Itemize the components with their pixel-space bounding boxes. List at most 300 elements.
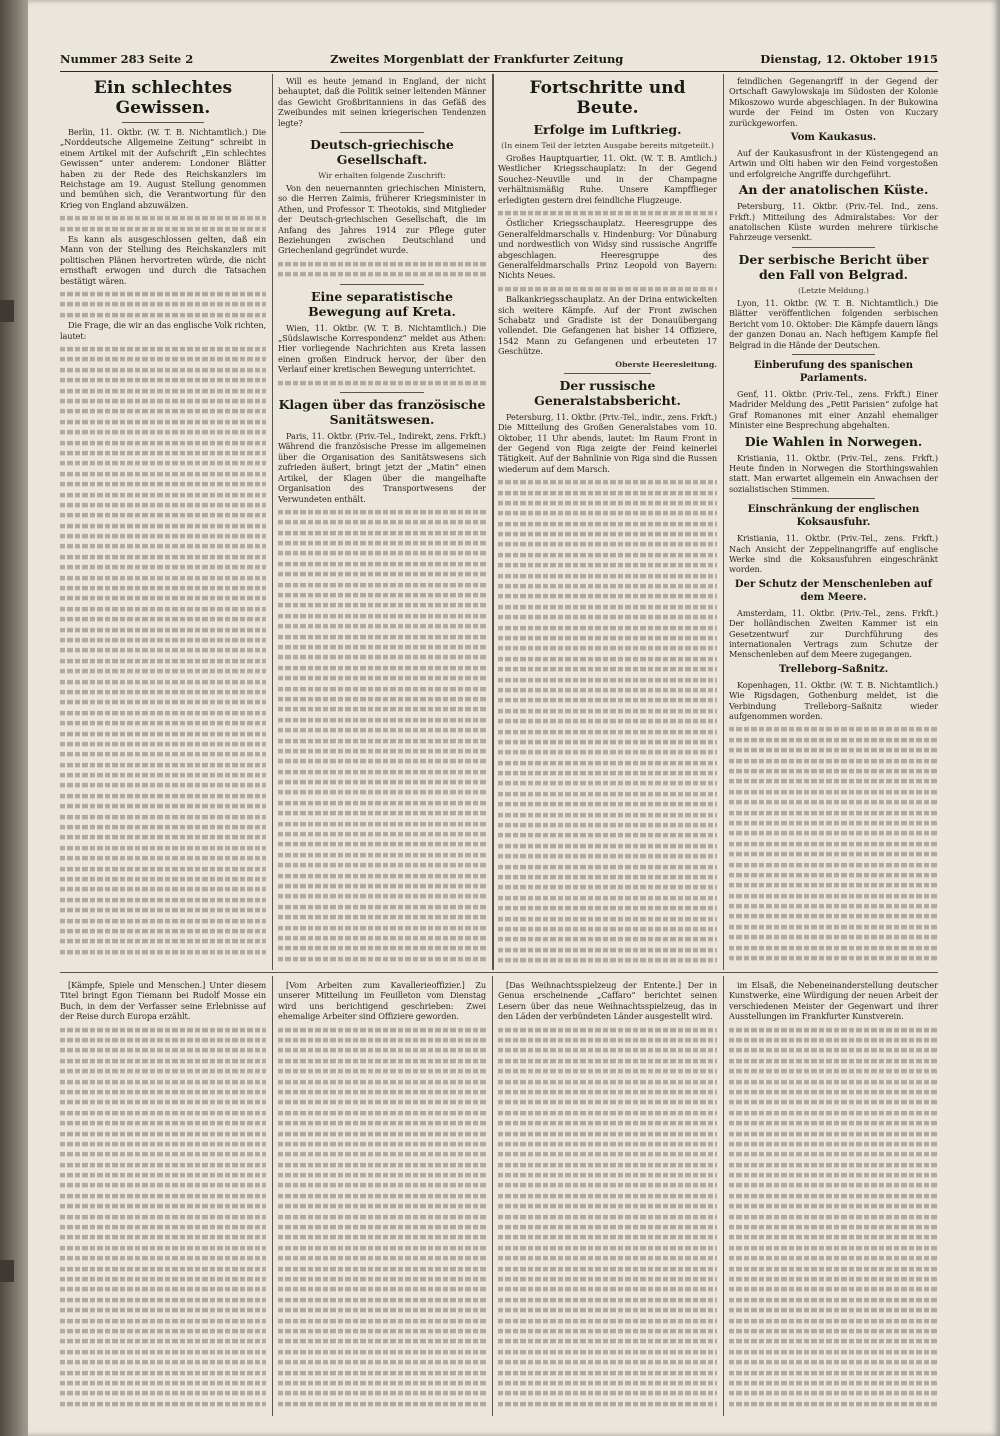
text-lines (729, 1183, 938, 1188)
text-lines (729, 727, 938, 732)
text-lines (60, 877, 266, 882)
text-lines (498, 854, 717, 859)
feuilleton-column-2 (278, 980, 486, 1412)
text-lines (60, 1215, 266, 1220)
text-lines (60, 388, 266, 393)
text-lines (60, 950, 266, 955)
text-lines (498, 885, 717, 890)
text-lines (729, 1391, 938, 1396)
text-lines (498, 667, 717, 672)
text-lines (498, 1370, 717, 1375)
text-lines (498, 1100, 717, 1105)
text-lines (278, 676, 486, 681)
text-lines (498, 584, 717, 589)
article-title: Ein schlechtes Gewissen. (93, 78, 233, 118)
text-lines (278, 1298, 486, 1303)
text-lines (498, 1131, 717, 1136)
text-lines (729, 1121, 938, 1126)
text-lines (60, 226, 266, 231)
text-lines (498, 719, 717, 724)
article-paragraph: Es kann als ausgeschlossen gelten, daß ein Mann von der Stellung des Reichskanzlers mit politischen Plänen hervortreten würde, die nicht ernsthaft erwogen und durch die Tatsachen bestätigt wären. (60, 234, 266, 286)
text-lines (498, 1152, 717, 1157)
text-lines (278, 1360, 486, 1365)
text-lines (729, 1204, 938, 1209)
text-lines (729, 1246, 938, 1251)
text-lines (498, 698, 717, 703)
article-title: Klagen über das französische Sanitätswesen. (278, 397, 486, 428)
article-title: An der anatolischen Küste. (738, 182, 929, 198)
text-lines (729, 1059, 938, 1064)
text-lines (278, 583, 486, 588)
column-2 (278, 76, 486, 968)
text-lines (60, 313, 266, 318)
text-lines (60, 216, 266, 221)
text-lines (278, 1048, 486, 1053)
text-lines (60, 752, 266, 757)
text-lines (498, 563, 717, 568)
text-lines (278, 759, 486, 764)
text-lines (60, 555, 266, 560)
text-lines (498, 875, 717, 880)
text-lines (60, 1194, 266, 1199)
article-title: Trelleborg–Saßnitz. (778, 663, 889, 675)
text-lines (498, 636, 717, 641)
article-paragraph: Balkankriegsschauplatz. An der Drina entwickelten sich weitere Kämpfe. Auf der Front zwischen Schabatz und Gradiste ist der Donauübergang vollendet. Die Gefangenen hat bisher 14 Offiziere, 1542 Mann zu Gefangenen und erbeuteten 17 Geschütze. (498, 294, 717, 357)
article-title: Der Schutz der Menschenleben auf dem Meere. (734, 578, 933, 603)
text-lines (729, 1235, 938, 1240)
text-lines (729, 883, 938, 888)
text-lines (498, 480, 717, 485)
text-lines (278, 738, 486, 743)
text-lines (498, 1402, 717, 1407)
text-lines (60, 1173, 266, 1178)
text-lines (60, 690, 266, 695)
article-subtitle: Erfolge im Luftkrieg. (533, 122, 682, 137)
text-lines (278, 894, 486, 899)
text-lines (498, 1381, 717, 1386)
text-lines (60, 1318, 266, 1323)
text-lines (278, 1111, 486, 1116)
section-divider (792, 247, 876, 248)
feuilleton-column-4 (729, 980, 938, 1412)
text-lines (60, 627, 266, 632)
text-lines (498, 1339, 717, 1344)
text-lines (498, 1059, 717, 1064)
text-lines (60, 451, 266, 456)
section-divider (564, 373, 652, 374)
text-lines (60, 700, 266, 705)
text-lines (60, 1256, 266, 1261)
text-lines (60, 357, 266, 362)
text-lines (60, 1027, 266, 1032)
column-1 (60, 76, 266, 968)
text-lines (278, 686, 486, 691)
text-lines (60, 659, 266, 664)
text-lines (729, 842, 938, 847)
text-lines (60, 846, 266, 851)
text-lines (60, 908, 266, 913)
text-lines (278, 1381, 486, 1386)
text-lines (729, 1079, 938, 1084)
text-lines (729, 1048, 938, 1053)
report-signature: Oberste Heeresleitung. (615, 359, 717, 369)
text-lines (60, 399, 266, 404)
text-lines (729, 1298, 938, 1303)
text-lines (60, 1298, 266, 1303)
text-lines (278, 1266, 486, 1271)
text-lines (498, 1142, 717, 1147)
text-lines (498, 792, 717, 797)
text-lines (729, 1163, 938, 1168)
book-spine (0, 0, 28, 1436)
article-paragraph: Paris, 11. Oktbr. (Priv.-Tel., Indirekt, zens. Frkft.) Während die französische Presse im allgemeinen über die Organisation des Sanitätswesens sich zufrieden äußert, bringt jetzt der „Matin“ einen Artikel, der Klagen über die mangelhafte Organisation des Transportwesens der Verwundeten enthält. (278, 431, 486, 504)
text-lines (278, 946, 486, 951)
feuilleton-paragraph: [Das Weihnachtsspielzeug der Entente.] Der in Genua erscheinende „Caffaro“ berichtet seinen Lesern über das neue Weihnachtsspielzeug, das in den Läden der verbündeten Länder ausgestellt wird. (498, 980, 717, 1022)
text-lines (60, 835, 266, 840)
text-lines (278, 1142, 486, 1147)
text-lines (498, 615, 717, 620)
text-lines (278, 770, 486, 775)
text-lines (729, 1225, 938, 1230)
column-4 (729, 76, 938, 968)
text-lines (278, 821, 486, 826)
text-lines (278, 790, 486, 795)
text-lines (729, 779, 938, 784)
text-lines (60, 679, 266, 684)
feuilleton-paragraph: [Vom Arbeiten zum Kavallerieoffizier.] Zu unserer Mitteilung im Feuilleton vom Dienstag wird uns berichtigend geschrieben: Zwei ehemalige Arbeiter sind Offiziere geworden. (278, 980, 486, 1022)
text-lines (60, 814, 266, 819)
text-lines (498, 833, 717, 838)
article-paragraph: Kristiania, 11. Oktbr. (Priv.-Tel., zens. Frkft.) Heute finden in Norwegen die Storthingswahlen statt. Man erwartet allgemein ein Anwachsen der sozialistischen Stimmen. (729, 452, 938, 494)
text-lines (729, 821, 938, 826)
text-lines (278, 1100, 486, 1105)
text-lines (729, 1131, 938, 1136)
article-paragraph: feindlichen Gegenangriff in der Gegend der Ortschaft Gawylowskaja im Südosten der Kolonie Mikoszowo wurde abgeschlagen. In der Bukowina wurde der Feind im Osten von Kuczary zurückgeworfen. (729, 76, 938, 128)
text-lines (498, 740, 717, 745)
feuilleton-paragraph: im Elsaß, die Nebeneinanderstellung deutscher Kunstwerke, eine Würdigung der neuen Arbeit der verschiedenen Meister der Gegenwart und ihrer Ausstellungen im Frankfurter Kunstverein. (729, 980, 938, 1022)
text-lines (60, 1163, 266, 1168)
text-lines (729, 1287, 938, 1292)
text-lines (278, 531, 486, 536)
column-rule (723, 976, 724, 1416)
text-lines (60, 378, 266, 383)
text-lines (729, 1069, 938, 1074)
text-lines (60, 524, 266, 529)
masthead-rule (60, 71, 938, 72)
article-paragraph: Lyon, 11. Oktbr. (W. T. B. Nichtamtlich.) Die Blätter veröffentlichen folgenden serbischen Bericht vom 10. Oktober: Die Kämpfe dauern längs der ganzen Donau an. Nach heftigem Kampfe fiel Belgrad in die Hände der Deutschen. (729, 297, 938, 350)
text-lines (60, 1069, 266, 1074)
text-lines (498, 802, 717, 807)
text-lines (729, 1350, 938, 1355)
text-lines (278, 1204, 486, 1209)
text-lines (60, 1131, 266, 1136)
text-lines (278, 381, 486, 386)
text-lines (60, 731, 266, 736)
masthead (60, 48, 938, 70)
text-lines (278, 262, 486, 267)
text-lines (278, 884, 486, 889)
text-lines (498, 1111, 717, 1116)
text-lines (729, 1142, 938, 1147)
text-lines (278, 510, 486, 515)
text-lines (60, 887, 266, 892)
text-lines (60, 825, 266, 830)
column-rule (272, 74, 273, 970)
text-lines (60, 420, 266, 425)
text-lines (498, 916, 717, 921)
text-lines (278, 1308, 486, 1313)
text-lines (60, 1402, 266, 1407)
text-lines (729, 1308, 938, 1313)
text-lines (498, 1266, 717, 1271)
text-lines (729, 1266, 938, 1271)
text-lines (278, 925, 486, 930)
text-lines (278, 801, 486, 806)
text-lines (278, 697, 486, 702)
feuilleton-column-1 (60, 980, 266, 1412)
text-lines (60, 1350, 266, 1355)
text-lines (278, 1318, 486, 1323)
issue-date: Dienstag, 12. Oktober 1915 (760, 52, 938, 66)
text-lines (498, 937, 717, 942)
text-lines (278, 811, 486, 816)
section-divider (792, 354, 876, 355)
text-lines (278, 915, 486, 920)
text-lines (60, 1391, 266, 1396)
text-lines (729, 738, 938, 743)
article-title: Deutsch-griechische Gesellschaft. (310, 137, 454, 168)
article-title: Der serbische Bericht über den Fall von Belgrad. (738, 251, 929, 282)
text-lines (498, 750, 717, 755)
text-lines (498, 646, 717, 651)
section-divider (340, 392, 423, 393)
text-lines (729, 1329, 938, 1334)
text-lines (498, 553, 717, 558)
text-lines (729, 1370, 938, 1375)
text-lines (278, 614, 486, 619)
text-lines (498, 864, 717, 869)
article-paragraph: Petersburg, 11. Oktbr. (Priv.-Tel. Ind., zens. Frkft.) Mitteilung des Admiralstabes: Vor der anatolischen Küste wurden mehrere türkische Fahrzeuge versenkt. (729, 201, 938, 243)
text-lines (278, 1246, 486, 1251)
text-lines (60, 565, 266, 570)
paper-title: Zweites Morgenblatt der Frankfurter Zeitung (330, 52, 624, 66)
text-lines (60, 918, 266, 923)
text-lines (498, 948, 717, 953)
text-lines (278, 655, 486, 660)
text-lines (278, 853, 486, 858)
text-lines (278, 936, 486, 941)
text-lines (729, 873, 938, 878)
text-lines (729, 831, 938, 836)
text-lines (278, 905, 486, 910)
text-lines (278, 1339, 486, 1344)
article-paragraph: Genf, 11. Oktbr. (Priv.-Tel., zens. Frkft.) Einer Madrider Meldung des „Petit Parisien“ zufolge hat Graf Romanones mit einer Anzahl ehemaliger Minister eine Besprechung abgehalten. (729, 388, 938, 431)
article-title: Die Wahlen in Norwegen. (744, 433, 923, 449)
article-title: Einschränkung der englischen Koksausfuhr. (747, 504, 920, 529)
text-lines (60, 440, 266, 445)
text-lines (278, 728, 486, 733)
article-paragraph: Will es heute jemand in England, der nicht behauptet, daß die Politik seiner leitenden Männer das Gewicht Großbritanniens in das Gefäß des Zweibundes mit seinen kriegerischen Tendenzen legte? (278, 76, 486, 128)
text-lines (278, 1079, 486, 1084)
text-lines (278, 1090, 486, 1095)
text-lines (498, 1163, 717, 1168)
text-lines (498, 501, 717, 506)
text-lines (60, 648, 266, 653)
text-lines (60, 1079, 266, 1084)
text-lines (60, 1090, 266, 1095)
text-lines (60, 898, 266, 903)
text-lines (498, 771, 717, 776)
text-lines (60, 1183, 266, 1188)
text-lines (278, 1215, 486, 1220)
article-title: Vom Kaukasus. (790, 132, 877, 144)
text-lines (60, 575, 266, 580)
article-paragraph: Petersburg, 11. Oktbr. (Priv.-Tel., indir., zens. Frkft.) Die Mitteilung des Großen Generalstabes vom 10. Oktober, 11 Uhr abends, lautet: Im Raum Front in der Gegend von Riga zeigte der Feind keinerlei Tätigkeit. Auf der Bahnlinie von Riga sind die Russen wiederum auf dem Marsch. (498, 411, 717, 474)
article-title: Eine separatistische Bewegung auf Kreta. (308, 288, 456, 319)
text-lines (729, 914, 938, 919)
text-lines (498, 1194, 717, 1199)
text-lines (729, 1038, 938, 1043)
text-lines (278, 1225, 486, 1230)
text-lines (278, 1163, 486, 1168)
text-lines (278, 593, 486, 598)
text-lines (498, 1391, 717, 1396)
text-lines (278, 1235, 486, 1240)
text-lines (498, 844, 717, 849)
text-lines (60, 1266, 266, 1271)
column-rule (492, 74, 494, 970)
text-lines (729, 800, 938, 805)
text-lines (278, 1329, 486, 1334)
text-lines (498, 688, 717, 693)
text-lines (278, 863, 486, 868)
text-lines (60, 773, 266, 778)
title-divider (122, 122, 204, 123)
text-lines (729, 1090, 938, 1095)
text-lines (498, 490, 717, 495)
column-3 (498, 76, 717, 968)
text-lines (60, 1225, 266, 1230)
text-lines (60, 1142, 266, 1147)
article-title: Der russische Generalstabsbericht. (534, 377, 681, 408)
text-lines (729, 894, 938, 899)
text-lines (278, 541, 486, 546)
text-lines (729, 810, 938, 815)
text-lines (498, 532, 717, 537)
text-lines (498, 761, 717, 766)
text-lines (60, 1246, 266, 1251)
text-lines (729, 852, 938, 857)
text-lines (60, 1277, 266, 1282)
text-lines (729, 1194, 938, 1199)
text-lines (278, 666, 486, 671)
text-lines (60, 1329, 266, 1334)
text-lines (60, 669, 266, 674)
text-lines (60, 368, 266, 373)
text-lines (729, 1173, 938, 1178)
text-lines (278, 1069, 486, 1074)
text-lines (498, 1121, 717, 1126)
article-paragraph: Auf der Kaukasusfront in der Küstengegend an Artwin und Olti haben wir den Feind vorgestoßen und erfolgreiche Angriffe durchgeführt. (729, 148, 938, 179)
binding-thread-mark (0, 1260, 14, 1282)
text-lines (60, 1204, 266, 1209)
text-lines (60, 638, 266, 643)
text-lines (60, 1038, 266, 1043)
text-lines (729, 790, 938, 795)
text-lines (729, 769, 938, 774)
text-lines (60, 461, 266, 466)
text-lines (498, 823, 717, 828)
text-lines (278, 1194, 486, 1199)
text-lines (278, 645, 486, 650)
text-lines (278, 1391, 486, 1396)
text-lines (60, 1308, 266, 1313)
text-lines (60, 783, 266, 788)
text-lines (60, 1339, 266, 1344)
text-lines (498, 1277, 717, 1282)
text-lines (60, 1381, 266, 1386)
text-lines (498, 1048, 717, 1053)
text-lines (498, 542, 717, 547)
text-lines (729, 1215, 938, 1220)
text-lines (498, 1350, 717, 1355)
text-lines (278, 1131, 486, 1136)
text-lines (60, 1152, 266, 1157)
text-lines (729, 956, 938, 961)
text-lines (498, 1204, 717, 1209)
text-lines (60, 492, 266, 497)
text-lines (498, 958, 717, 963)
text-lines (498, 927, 717, 932)
text-lines (729, 1381, 938, 1386)
text-lines (60, 430, 266, 435)
text-lines (60, 1111, 266, 1116)
text-lines (498, 1329, 717, 1334)
text-lines (729, 1277, 938, 1282)
article-paragraph: Kopenhagen, 11. Oktbr. (W. T. B. Nichtamtlich.) Wie Rigsdagen, Gothenburg meldet, ist die Verbindung Trelleborg–Saßnitz wieder aufgenommen worden. (729, 679, 938, 722)
text-lines (498, 1246, 717, 1251)
text-lines (498, 594, 717, 599)
text-lines (729, 862, 938, 867)
text-lines (60, 617, 266, 622)
text-lines (278, 780, 486, 785)
text-lines (278, 1370, 486, 1375)
text-lines (60, 482, 266, 487)
text-lines (729, 1256, 938, 1261)
text-lines (60, 1121, 266, 1126)
text-lines (60, 292, 266, 297)
text-lines (278, 1350, 486, 1355)
text-lines (60, 409, 266, 414)
text-lines (60, 513, 266, 518)
feuilleton-paragraph: [Kämpfe, Spiele und Menschen.] Unter diesem Titel bringt Egon Tiemann bei Rudolf Mosse ein Buch, in dem der Verfasser seine Erlebnisse auf der Reise durch Europa erzählt. (60, 980, 266, 1022)
text-lines (729, 935, 938, 940)
text-lines (498, 1079, 717, 1084)
text-lines (498, 211, 717, 216)
article-title: Fortschritte und Beute. (529, 78, 686, 118)
text-lines (278, 634, 486, 639)
text-lines (729, 758, 938, 763)
text-lines (498, 709, 717, 714)
text-lines (729, 1339, 938, 1344)
text-lines (60, 804, 266, 809)
feuilleton-column-3 (498, 980, 717, 1412)
text-lines (498, 1225, 717, 1230)
text-lines (278, 572, 486, 577)
article-paragraph: Kristiania, 11. Oktbr. (Priv.-Tel., zens. Frkft.) Nach Ansicht der Zeppelinangriffe auf englische Werke sind die Koksausfuhren eingeschränkt worden. (729, 533, 938, 575)
text-lines (60, 1370, 266, 1375)
text-lines (60, 939, 266, 944)
